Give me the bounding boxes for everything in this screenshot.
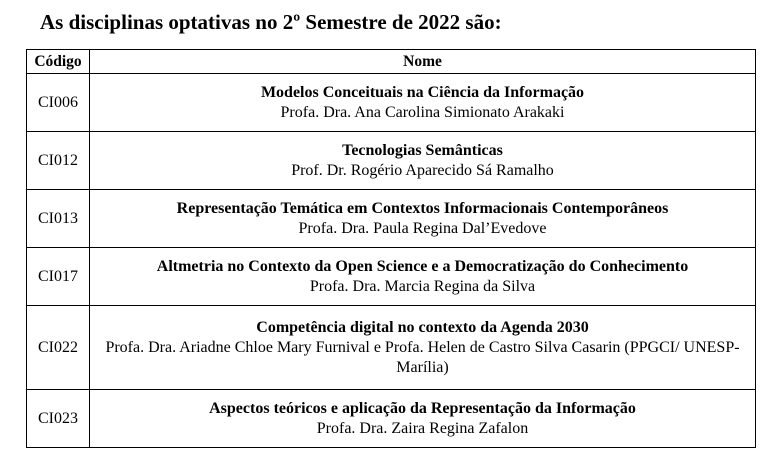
- table-row: [27, 306, 756, 390]
- discipline-title: Representação Temática em Contextos Informacionais Contemporâneos: [176, 199, 669, 217]
- discipline-code: CI023: [27, 390, 90, 448]
- table-header-row: [27, 50, 756, 74]
- discipline-title: Tecnologias Semânticas: [342, 141, 503, 159]
- discipline-info: [90, 248, 756, 306]
- discipline-info: [90, 390, 756, 448]
- discipline-info: [90, 74, 756, 132]
- page-heading: As disciplinas optativas no 2º Semestre de 2022 são:: [40, 10, 502, 34]
- discipline-professor: Prof. Dr. Rogério Aparecido Sá Ramalho: [291, 161, 554, 179]
- disciplines-table: [26, 49, 756, 448]
- table-row: [27, 74, 756, 132]
- discipline-code: CI012: [27, 132, 90, 190]
- discipline-code: CI022: [27, 306, 90, 390]
- discipline-info: [90, 190, 756, 248]
- discipline-code: CI006: [27, 74, 90, 132]
- discipline-professor: Profa. Dra. Zaira Regina Zafalon: [316, 419, 529, 437]
- discipline-professor: Profa. Dra. Paula Regina Dal’Evedove: [298, 219, 547, 237]
- discipline-professor: Profa. Dra. Ana Carolina Simionato Arakaki: [280, 103, 565, 121]
- table-row: [27, 390, 756, 448]
- discipline-title: Modelos Conceituais na Ciência da Informação: [260, 83, 585, 101]
- discipline-professor: Profa. Dra. Ariadne Chloe Mary Furnival e Profa. Helen de Castro Silva Casarin (PPGCI/ UNESP-Marília): [105, 338, 740, 376]
- discipline-info: [90, 306, 756, 390]
- table-row: [27, 248, 756, 306]
- discipline-title: Altmetria no Contexto da Open Science e a Democratização do Conhecimento: [156, 257, 689, 275]
- column-header-name: Nome: [90, 50, 756, 74]
- table-row: [27, 132, 756, 190]
- discipline-info: [90, 132, 756, 190]
- discipline-professor: Profa. Dra. Marcia Regina da Silva: [309, 277, 536, 295]
- discipline-code: CI013: [27, 190, 90, 248]
- discipline-title: Competência digital no contexto da Agenda 2030: [256, 318, 589, 336]
- discipline-title: Aspectos teóricos e aplicação da Representação da Informação: [209, 399, 636, 417]
- table-row: [27, 190, 756, 248]
- discipline-code: CI017: [27, 248, 90, 306]
- column-header-code: Código: [27, 50, 90, 74]
